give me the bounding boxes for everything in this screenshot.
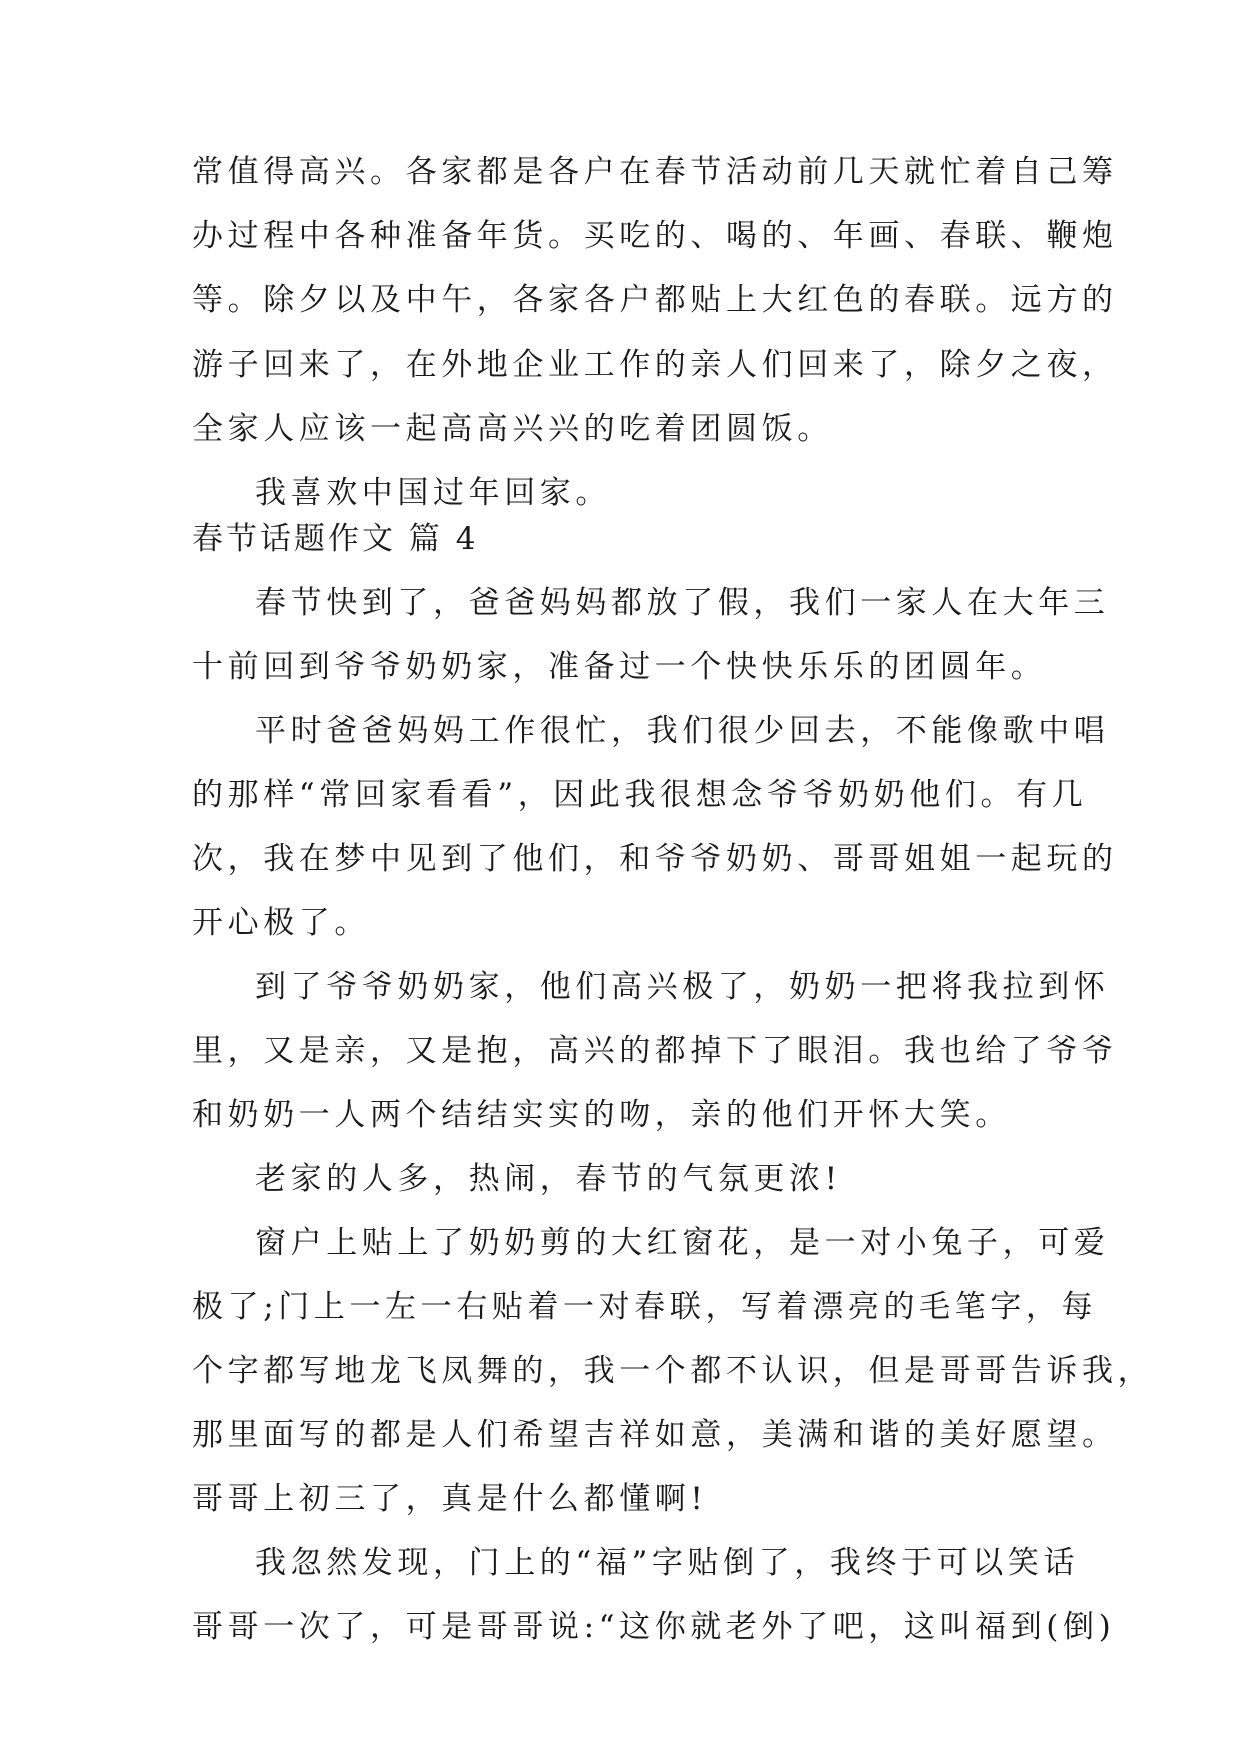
text-line: 老家的人多，热闹，春节的气氛更浓! [255,1161,842,1197]
section-heading: 春节话题作文 篇 4 [192,521,479,557]
text-line: 哥哥一次了，可是哥哥说:“这你就老外了吧，这叫福到(倒) [192,1609,1116,1645]
text-line: 里，又是亲，又是抱，高兴的都掉下了眼泪。我也给了爷爷 [192,1033,1118,1069]
text-line: 的那样“常回家看看”，因此我很想念爷爷奶奶他们。有几 [192,777,1088,813]
text-line: 春节快到了，爸爸妈妈都放了假，我们一家人在大年三 [255,585,1110,621]
text-line: 次，我在梦中见到了他们，和爷爷奶奶、哥哥姐姐一起玩的 [192,841,1118,877]
text-line: 个字都写地龙飞凤舞的，我一个都不认识，但是哥哥告诉我， [192,1353,1154,1389]
text-line: 游子回来了，在外地企业工作的亲人们回来了，除夕之夜， [192,347,1118,383]
text-line: 和奶奶一人两个结结实实的吻，亲的他们开怀大笑。 [192,1097,1011,1133]
text-line: 极了;门上一左一右贴着一对春联，写着漂亮的毛笔字，每 [192,1289,1098,1325]
text-line: 开心极了。 [192,905,370,941]
text-line: 常值得高兴。各家都是各户在春节活动前几天就忙着自己筹 [192,154,1118,190]
text-line: 到了爷爷奶奶家，他们高兴极了，奶奶一把将我拉到怀 [255,969,1110,1005]
text-line: 平时爸爸妈妈工作很忙，我们很少回去，不能像歌中唱 [255,713,1110,749]
text-line: 哥哥上初三了，真是什么都懂啊! [192,1481,708,1517]
text-line: 那里面写的都是人们希望吉祥如意，美满和谐的美好愿望。 [192,1417,1118,1453]
text-line: 我忽然发现，门上的“福”字贴倒了，我终于可以笑话 [255,1545,1080,1581]
text-line: 办过程中各种准备年货。买吃的、喝的、年画、春联、鞭炮 [192,218,1118,254]
text-line: 十前回到爷爷奶奶家，准备过一个快快乐乐的团圆年。 [192,649,1047,685]
text-line: 全家人应该一起高高兴兴的吃着团圆饭。 [192,411,833,447]
text-line: 窗户上贴上了奶奶剪的大红窗花，是一对小兔子，可爱 [255,1225,1110,1261]
text-line: 等。除夕以及中午，各家各户都贴上大红色的春联。远方的 [192,282,1118,318]
text-line: 我喜欢中国过年回家。 [255,475,611,511]
